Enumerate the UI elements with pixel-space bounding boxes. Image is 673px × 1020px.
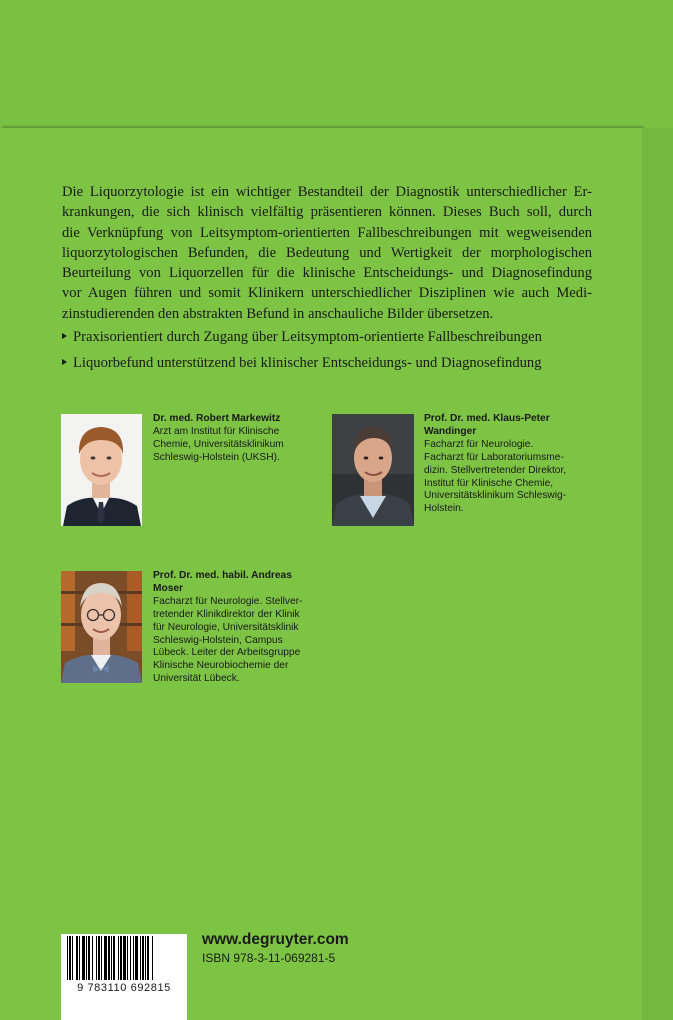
barcode-bar [92, 936, 93, 980]
description-line: zinstudierenden den abstrakten Befund in anschauliche Bilder übersetzen. [62, 305, 494, 322]
barcode-bar [152, 936, 153, 980]
description-line: liquorzytologischen Befunden, die Bedeutung und Wertigkeit der morphologischen [62, 244, 592, 261]
author-bio-line: Universitätsklinikum Schleswig- [424, 490, 567, 502]
barcode-bar [120, 936, 122, 980]
barcode-bar [113, 936, 115, 980]
author-bio-line: Arzt am Institut für Klinische [153, 425, 280, 437]
barcode-bar [111, 936, 112, 980]
barcode-bar [130, 936, 131, 980]
author-name: Prof. Dr. med. habil. Andreas [153, 570, 292, 581]
description-line: krankungen, die sich klinisch vielfältig präsentieren können. Dieses Buch soll, durch [62, 204, 592, 221]
barcode-bar [145, 936, 146, 980]
barcode-bar [140, 936, 141, 980]
barcode-digits: 9 783110 692815 [77, 982, 171, 994]
feature-list [62, 327, 622, 379]
author-bio-line: für Neurologie, Universitätsklinik [153, 621, 299, 633]
author-photo-moser [61, 571, 142, 683]
barcode-bar [135, 936, 138, 980]
barcode-bars [61, 934, 187, 982]
author-markewitz [153, 413, 313, 465]
author-bio-line: Institut für Klinische Chemie, [424, 477, 554, 489]
author-name: Wandinger [424, 425, 477, 437]
bullet-triangle-icon [62, 333, 67, 339]
author-name: Dr. med. Robert Markewitz [153, 413, 281, 424]
barcode-bar [96, 936, 97, 980]
author-bio-line: tretender Klinikdirektor der Klinik [153, 608, 300, 620]
author-bio-line: Schleswig-Holstein, Campus [153, 634, 283, 646]
barcode-bar [82, 936, 85, 980]
author-wandinger [424, 413, 584, 516]
feature-item: Liquorbefund unterstützend bei klinischer Entscheidungs- und Diagnosefindung [62, 353, 622, 373]
author-bio-line: Schleswig-Holstein (UKSH). [153, 451, 280, 463]
barcode-bar [86, 936, 87, 980]
author-photo-wandinger [332, 414, 414, 526]
author-name: Prof. Dr. med. Klaus-Peter [424, 413, 550, 424]
author-moser [153, 570, 323, 686]
barcode-bar [98, 936, 100, 980]
barcode-bar [101, 936, 102, 980]
description-line: die Verknüpfung von Leitsymptom-orientierten Fallbeschreibungen mit wegweisenden [62, 224, 592, 241]
author-bio-line: Facharzt für Neurologie. [424, 438, 534, 450]
description-line: Die Liquorzytologie ist ein wichtiger Bestandteil der Diagnostik unterschiedlicher Er- [62, 184, 592, 200]
author-bio-line: Holstein. [424, 503, 464, 515]
author-photo-markewitz [61, 414, 142, 526]
feature-item: Praxisorientiert durch Zugang über Leitsymptom-orientierte Fallbeschreibungen [62, 327, 622, 347]
barcode-bar [72, 936, 73, 980]
barcode-bar [118, 936, 119, 980]
barcode-bar [88, 936, 90, 980]
author-bio-line: Chemie, Universitätsklinikum [153, 438, 284, 450]
author-bio-line: Facharzt für Neurologie. Stellver- [153, 595, 303, 607]
book-description [62, 182, 592, 324]
bullet-triangle-icon [62, 359, 67, 365]
author-bio-line: dizin. Stellvertretender Direktor, [424, 464, 567, 476]
barcode-bar [147, 936, 149, 980]
barcode-bar [76, 936, 78, 980]
barcode-bar [127, 936, 128, 980]
barcode-bar [67, 936, 68, 980]
author-bio-line: Klinische Neurobiochemie der [153, 660, 289, 672]
description-line: Beurteilung von Liquorzellen für die klinische Entscheidungs- und Diagnosefindung [62, 265, 592, 282]
barcode-bar [104, 936, 107, 980]
barcode-bar [123, 936, 126, 980]
isbn-barcode [61, 934, 187, 1020]
publisher-website[interactable]: www.degruyter.com [202, 931, 349, 948]
author-name: Moser [153, 582, 184, 594]
barcode-bar [142, 936, 144, 980]
barcode-bar [133, 936, 134, 980]
author-bio-line: Lübeck. Leiter der Arbeitsgruppe [153, 647, 301, 659]
description-line: vor Augen führen und somit Klinikern unterschiedlicher Disziplinen wie auch Medi- [62, 285, 592, 302]
barcode-bar [79, 936, 80, 980]
barcode-bar [69, 936, 71, 980]
author-bio-line: Facharzt für Laboratoriumsme- [424, 451, 564, 463]
spine-edge [642, 128, 673, 1020]
author-bio-line: Universität Lübeck. [153, 673, 240, 685]
barcode-bar [108, 936, 110, 980]
isbn-number: ISBN 978-3-11-069281-5 [202, 951, 336, 965]
